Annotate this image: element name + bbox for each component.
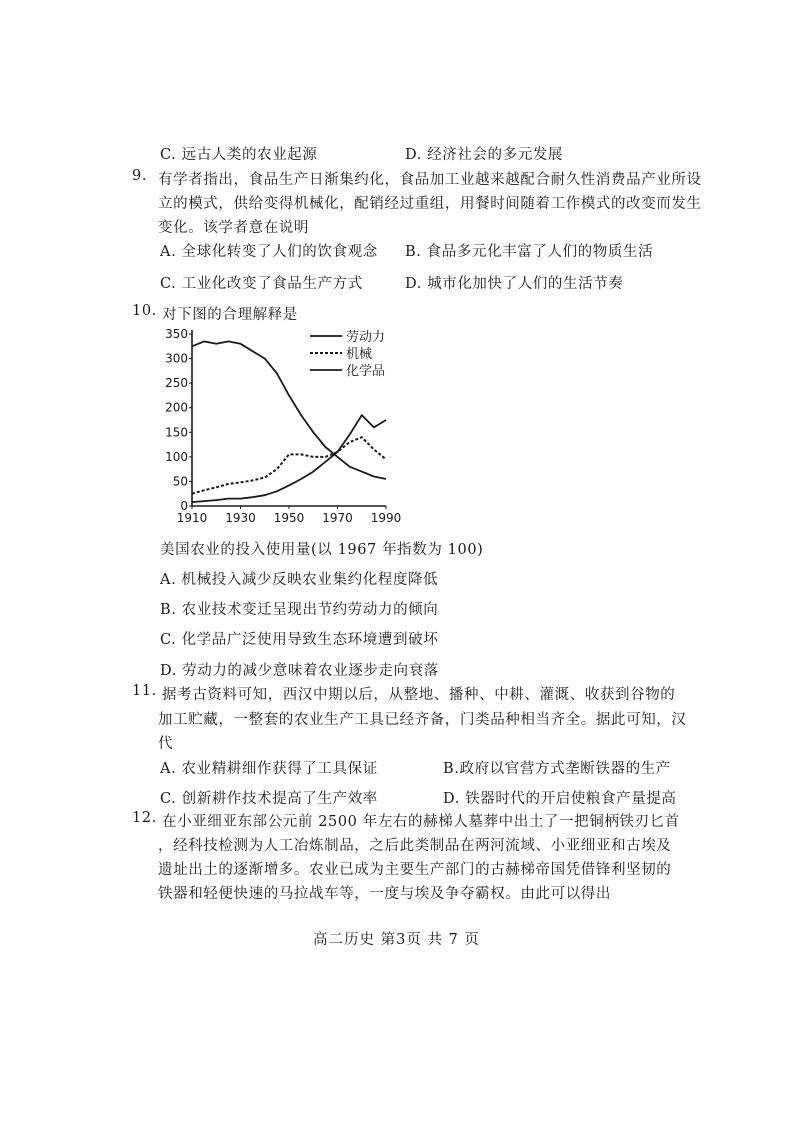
q11-option-d: D. 铁器时代的开启使粮食产量提高: [443, 791, 677, 807]
y-tick-label: 200: [165, 400, 188, 415]
x-tick-label: 1930: [225, 511, 256, 525]
chart-y-tick-labels: [165, 327, 192, 513]
q8-option-c: C. 远古人类的农业起源: [160, 147, 318, 163]
q9-number: 9.: [132, 168, 148, 184]
y-tick-label: 50: [172, 474, 188, 489]
chart-x-tick-labels: [177, 506, 402, 525]
q10-option-c: C. 化学品广泛使用导致生态环境遭到破坏: [160, 632, 439, 648]
q11-option-c: C. 创新耕作技术提高了生产效率: [160, 791, 378, 807]
q10-option-b: B. 农业技术变迁呈现出节约劳动力的倾向: [160, 602, 439, 618]
y-tick-label: 100: [165, 449, 188, 464]
x-tick-label: 1910: [176, 511, 208, 525]
q12-number: 12.: [132, 810, 157, 826]
input-usage-line-chart: [160, 322, 410, 530]
q10-stem: 对下图的合理解释是: [162, 307, 298, 323]
legend-label: 化学品: [346, 364, 386, 379]
chart-legend: [310, 329, 385, 379]
q11-option-b: B.政府以官营方式垄断铁器的生产: [443, 761, 671, 777]
q11-number: 11.: [132, 683, 157, 699]
q10-option-a: A. 机械投入减少反映农业集约化程度降低: [160, 572, 439, 588]
q9-stem-line-2: 立的模式，供给变得机械化，配销经过重组，用餐时间随着工作模式的改变而发生: [158, 196, 702, 212]
q11-stem-line-2: 加工贮藏，一整套的农业生产工具已经齐备，门类品种相当齐全。据此可知，汉: [158, 712, 687, 728]
q10-number: 10.: [132, 303, 157, 319]
legend-label: 劳动力: [346, 330, 386, 345]
q9-option-d: D. 城市化加快了人们的生活节奏: [405, 276, 624, 292]
q9-option-a: A. 全球化转变了人们的饮食观念: [160, 244, 378, 260]
x-tick-label: 1970: [322, 511, 353, 525]
series-line-1: [192, 341, 386, 479]
q11-stem-line-1: 据考古资料可知，西汉中期以后，从整地、播种、中耕、灌溉、收获到谷物的: [162, 687, 676, 703]
q9-stem-line-3: 变化。该学者意在说明: [158, 220, 309, 236]
q12-stem-line-3: 遗址出土的逐渐增多。农业已成为主要生产部门的古赫梯帝国凭借锋利坚韧的: [158, 862, 672, 878]
q11-option-a: A. 农业精耕细作获得了工具保证: [160, 761, 378, 777]
y-tick-label: 300: [165, 351, 188, 366]
q12-stem-line-2: ，经科技检测为人工冶炼制品，之后此类制品在两河流域、小亚细亚和古埃及: [158, 838, 672, 854]
q12-stem-line-4: 铁器和轻便快速的马拉战车等，一度与埃及争夺霸权。由此可以得出: [158, 886, 611, 902]
series-line-3: [192, 415, 386, 502]
legend-label: 机械: [346, 347, 373, 362]
q9-stem-line-1: 有学者指出，食品生产日渐集约化，食品加工业越来越配合耐久性消费品产业所设: [158, 172, 702, 188]
y-tick-label: 0: [180, 499, 188, 513]
y-tick-label: 250: [165, 376, 188, 391]
q9-option-c: C. 工业化改变了食品生产方式: [160, 276, 363, 292]
x-tick-label: 1950: [273, 511, 305, 525]
q11-stem-line-3: 代: [158, 736, 174, 752]
q10-chart-caption: 美国农业的投入使用量(以 1967 年指数为 100): [160, 542, 484, 558]
q12-stem-line-1: 在小亚细亚东部公元前 2500 年左右的赫梯人墓葬中出土了一把铜柄铁刃匕首: [162, 814, 680, 830]
q10-option-d: D. 劳动力的减少意味着农业逐步走向衰落: [160, 663, 439, 679]
q8-option-d: D. 经济社会的多元发展: [405, 147, 564, 163]
x-tick-label: 1990: [370, 511, 402, 525]
y-tick-label: 150: [165, 425, 188, 440]
q9-option-b: B. 食品多元化丰富了人们的物质生活: [405, 244, 654, 260]
y-tick-label: 350: [165, 327, 188, 341]
page-footer: 高二历史 第3页 共 7 页: [313, 932, 480, 948]
